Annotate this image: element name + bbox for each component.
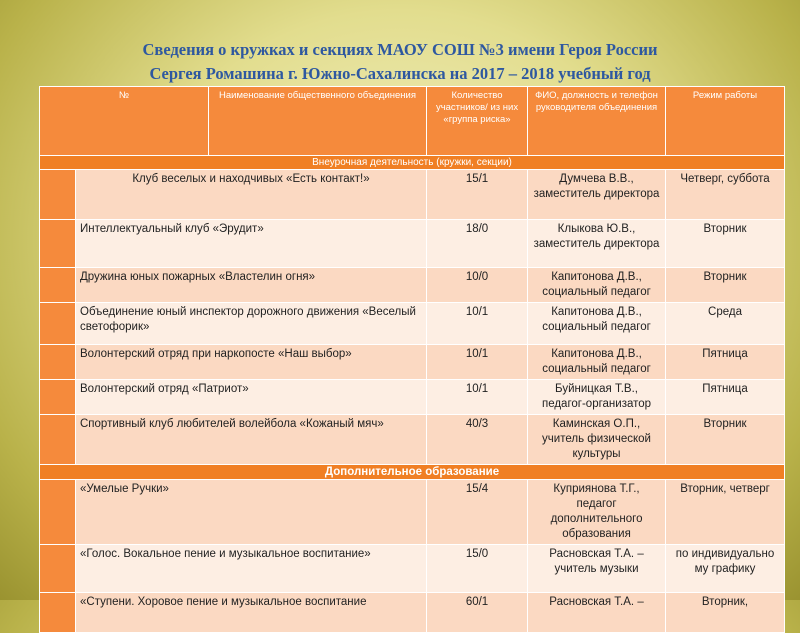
section-title: Дополнительное образование [40, 465, 785, 480]
leader-info: Буйницкая Т.В., педагог-организатор [528, 380, 666, 415]
table-row [40, 593, 785, 633]
row-number-cell [40, 480, 76, 545]
section-title: Внеурочная деятельность (кружки, секции) [40, 156, 785, 170]
participants-count: 10/1 [427, 303, 528, 345]
header-name: Наименование общественного объединения [209, 87, 427, 156]
header-num: № [40, 87, 209, 156]
club-name: Волонтерский отряд «Патриот» [76, 380, 427, 415]
schedule: Вторник [666, 268, 785, 303]
leader-info: Капитонова Д.В., социальный педагог [528, 303, 666, 345]
participants-count: 18/0 [427, 220, 528, 268]
schedule: Среда [666, 303, 785, 345]
table-row [40, 303, 785, 345]
leader-info: Расновская Т.А. – [528, 593, 666, 633]
participants-count: 60/1 [427, 593, 528, 633]
participants-count: 15/4 [427, 480, 528, 545]
row-number-cell [40, 415, 76, 465]
row-number-cell [40, 545, 76, 593]
header-leader: ФИО, должность и телефон руководителя объединения [528, 87, 666, 156]
page-title [0, 38, 800, 86]
row-number-cell [40, 268, 76, 303]
leader-info: Думчева В.В., заместитель директора [528, 170, 666, 220]
row-number-cell [40, 303, 76, 345]
table-row [40, 170, 785, 220]
club-name: Волонтерский отряд при наркопосте «Наш выбор» [76, 345, 427, 380]
club-name: «Умелые Ручки» [76, 480, 427, 545]
row-number-cell [40, 220, 76, 268]
header-schedule: Режим работы [666, 87, 785, 156]
table-row [40, 345, 785, 380]
club-name: «Ступени. Хоровое пение и музыкальное воспитание [76, 593, 427, 633]
leader-info: Каминская О.П., учитель физической культуры [528, 415, 666, 465]
schedule: Пятница [666, 380, 785, 415]
schedule: по индивидуально му графику [666, 545, 785, 593]
schedule: Вторник [666, 415, 785, 465]
club-name: «Голос. Вокальное пение и музыкальное воспитание» [76, 545, 427, 593]
schedule: Вторник, [666, 593, 785, 633]
table-row [40, 415, 785, 465]
schedule: Вторник, четверг [666, 480, 785, 545]
participants-count: 10/1 [427, 345, 528, 380]
club-name: Дружина юных пожарных «Властелин огня» [76, 268, 427, 303]
title-line-2: Сергея Ромашина г. Южно-Сахалинска на 2017 – 2018 учебный год [149, 64, 651, 83]
clubs-table [39, 86, 785, 633]
row-number-cell [40, 593, 76, 633]
schedule: Вторник [666, 220, 785, 268]
participants-count: 15/0 [427, 545, 528, 593]
leader-info: Расновская Т.А. – учитель музыки [528, 545, 666, 593]
header-count: Количество участников/ из них «группа риска» [427, 87, 528, 156]
table-row [40, 480, 785, 545]
row-number-cell [40, 345, 76, 380]
leader-info: Клыкова Ю.В., заместитель директора [528, 220, 666, 268]
table-row [40, 220, 785, 268]
schedule: Четверг, суббота [666, 170, 785, 220]
club-name: Объединение юный инспектор дорожного движения «Веселый светофорик» [76, 303, 427, 345]
section-row [40, 465, 785, 480]
participants-count: 40/3 [427, 415, 528, 465]
participants-count: 10/0 [427, 268, 528, 303]
participants-count: 15/1 [427, 170, 528, 220]
section-row [40, 156, 785, 170]
table-row [40, 268, 785, 303]
title-line-1: Сведения о кружках и секциях МАОУ СОШ №3 имени Героя России [142, 40, 658, 59]
participants-count: 10/1 [427, 380, 528, 415]
club-name: Спортивный клуб любителей волейбола «Кожаный мяч» [76, 415, 427, 465]
leader-info: Капитонова Д.В., социальный педагог [528, 268, 666, 303]
table-row [40, 545, 785, 593]
row-number-cell [40, 170, 76, 220]
club-name: Клуб веселых и находчивых «Есть контакт!» [76, 170, 427, 220]
table-row [40, 380, 785, 415]
leader-info: Капитонова Д.В., социальный педагог [528, 345, 666, 380]
table-header-row [40, 87, 785, 156]
schedule: Пятница [666, 345, 785, 380]
club-name: Интеллектуальный клуб «Эрудит» [76, 220, 427, 268]
leader-info: Куприянова Т.Г., педагог дополнительного образования [528, 480, 666, 545]
row-number-cell [40, 380, 76, 415]
